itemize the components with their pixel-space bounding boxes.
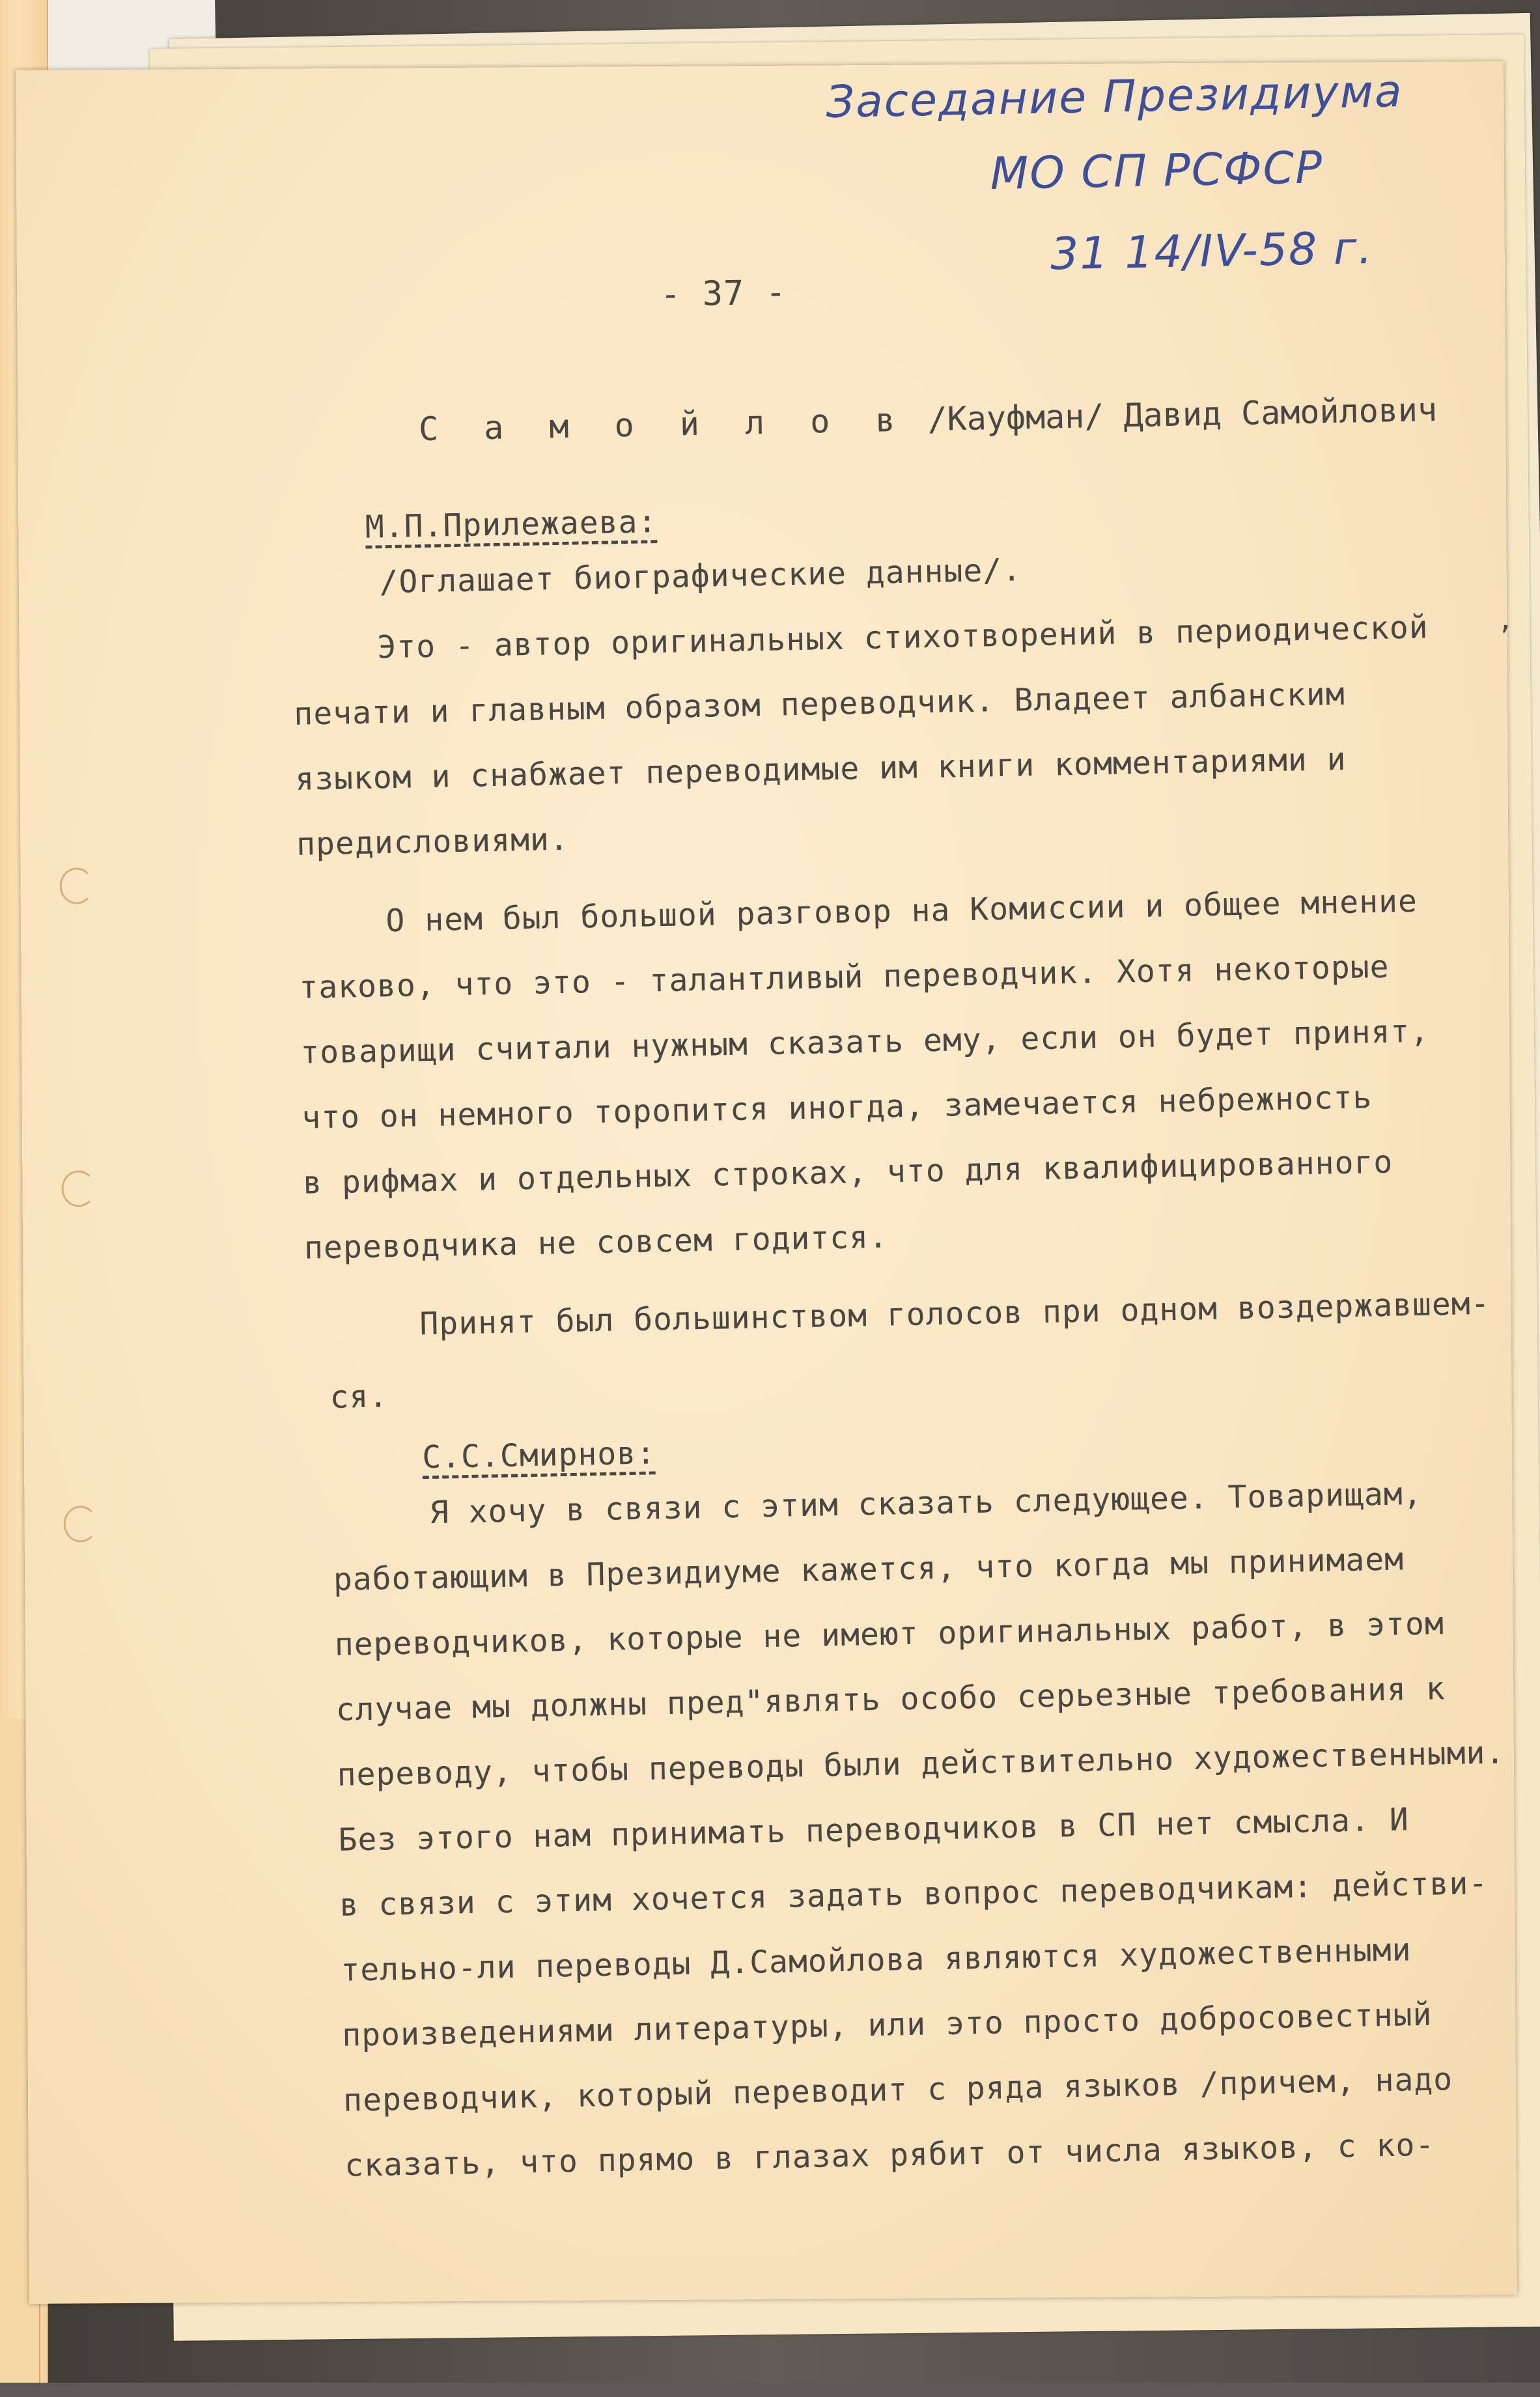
- title-surname: С а м о й л о в: [418, 400, 908, 449]
- margin-comma: ,: [1498, 606, 1514, 636]
- title-rest: /Кауфман/ Давид Самойлович: [927, 391, 1438, 439]
- speaker-name: М.П.Прилежаева:: [365, 503, 658, 546]
- page-number: - 37 -: [660, 273, 787, 315]
- text-line: предисловиями.: [296, 820, 570, 863]
- text-line: таково, что это - талантливый переводчик. Хотя некоторые: [298, 948, 1390, 1006]
- handwritten-annotation-line1: Заседание Президиума: [825, 65, 1404, 128]
- text-line: Я хочу в связи с этим сказать следующее. Товарищам,: [429, 1475, 1423, 1532]
- page-title: [418, 391, 1437, 448]
- text-line: ся.: [329, 1378, 389, 1416]
- text-line: что он немного торопится иногда, замечается небрежность: [301, 1079, 1373, 1136]
- text-line: переводчик, который переводит с ряда языков /причем, надо: [343, 2061, 1453, 2119]
- text-line: Это - автор оригинальных стихотворений в периодической: [376, 609, 1429, 666]
- text-line: случае мы должны пред"являть особо серьезные требования к: [335, 1670, 1446, 1728]
- speaker-name: С.С.Смирнов:: [421, 1435, 656, 1476]
- text-line: переводчиков, которые не имеют оригинальных работ, в этом: [334, 1605, 1445, 1663]
- text-line: Без этого нам принимать переводчиков в СП нет смысла. И: [338, 1801, 1410, 1858]
- text-line: в связи с этим хочется задать вопрос переводчикам: действи-: [339, 1864, 1489, 1924]
- text-line: сказать, что прямо в глазах рябит от числа языков, с ко-: [344, 2126, 1435, 2184]
- text-line: О нем был большой разговор на Комиссии и общее мнение: [385, 882, 1418, 940]
- text-line: в рифмах и отдельных строках, что для квалифицированного: [302, 1143, 1393, 1201]
- handwritten-annotation-line3: 31 14/IV-58 г.: [1050, 222, 1374, 281]
- text-line: /Оглашает биографические данные/.: [378, 552, 1022, 601]
- text-line: произведениями литературы, или это просто добросовестный: [341, 1996, 1433, 2054]
- text-line: Принят был большинством голосов при одном воздержавшем-: [419, 1285, 1491, 1343]
- text-line: товарищи считали нужным сказать ему, если он будет принят,: [300, 1013, 1430, 1071]
- text-line: переводу, чтобы переводы были действительно художественными.: [337, 1734, 1505, 1793]
- text-line: языком и снабжает переводимые им книги комментариями и: [294, 740, 1347, 798]
- text-line: тельно-ли переводы Д.Самойлова являются художественными: [340, 1931, 1412, 1989]
- text-line: работающим в Президиуме кажется, что когда мы принимаем: [333, 1541, 1405, 1598]
- text-line: печати и главным образом переводчик. Владеет албанским: [293, 675, 1346, 733]
- handwritten-annotation-line2: МО СП РСФСР: [989, 142, 1324, 201]
- text-line: переводчика не совсем годится.: [303, 1218, 889, 1267]
